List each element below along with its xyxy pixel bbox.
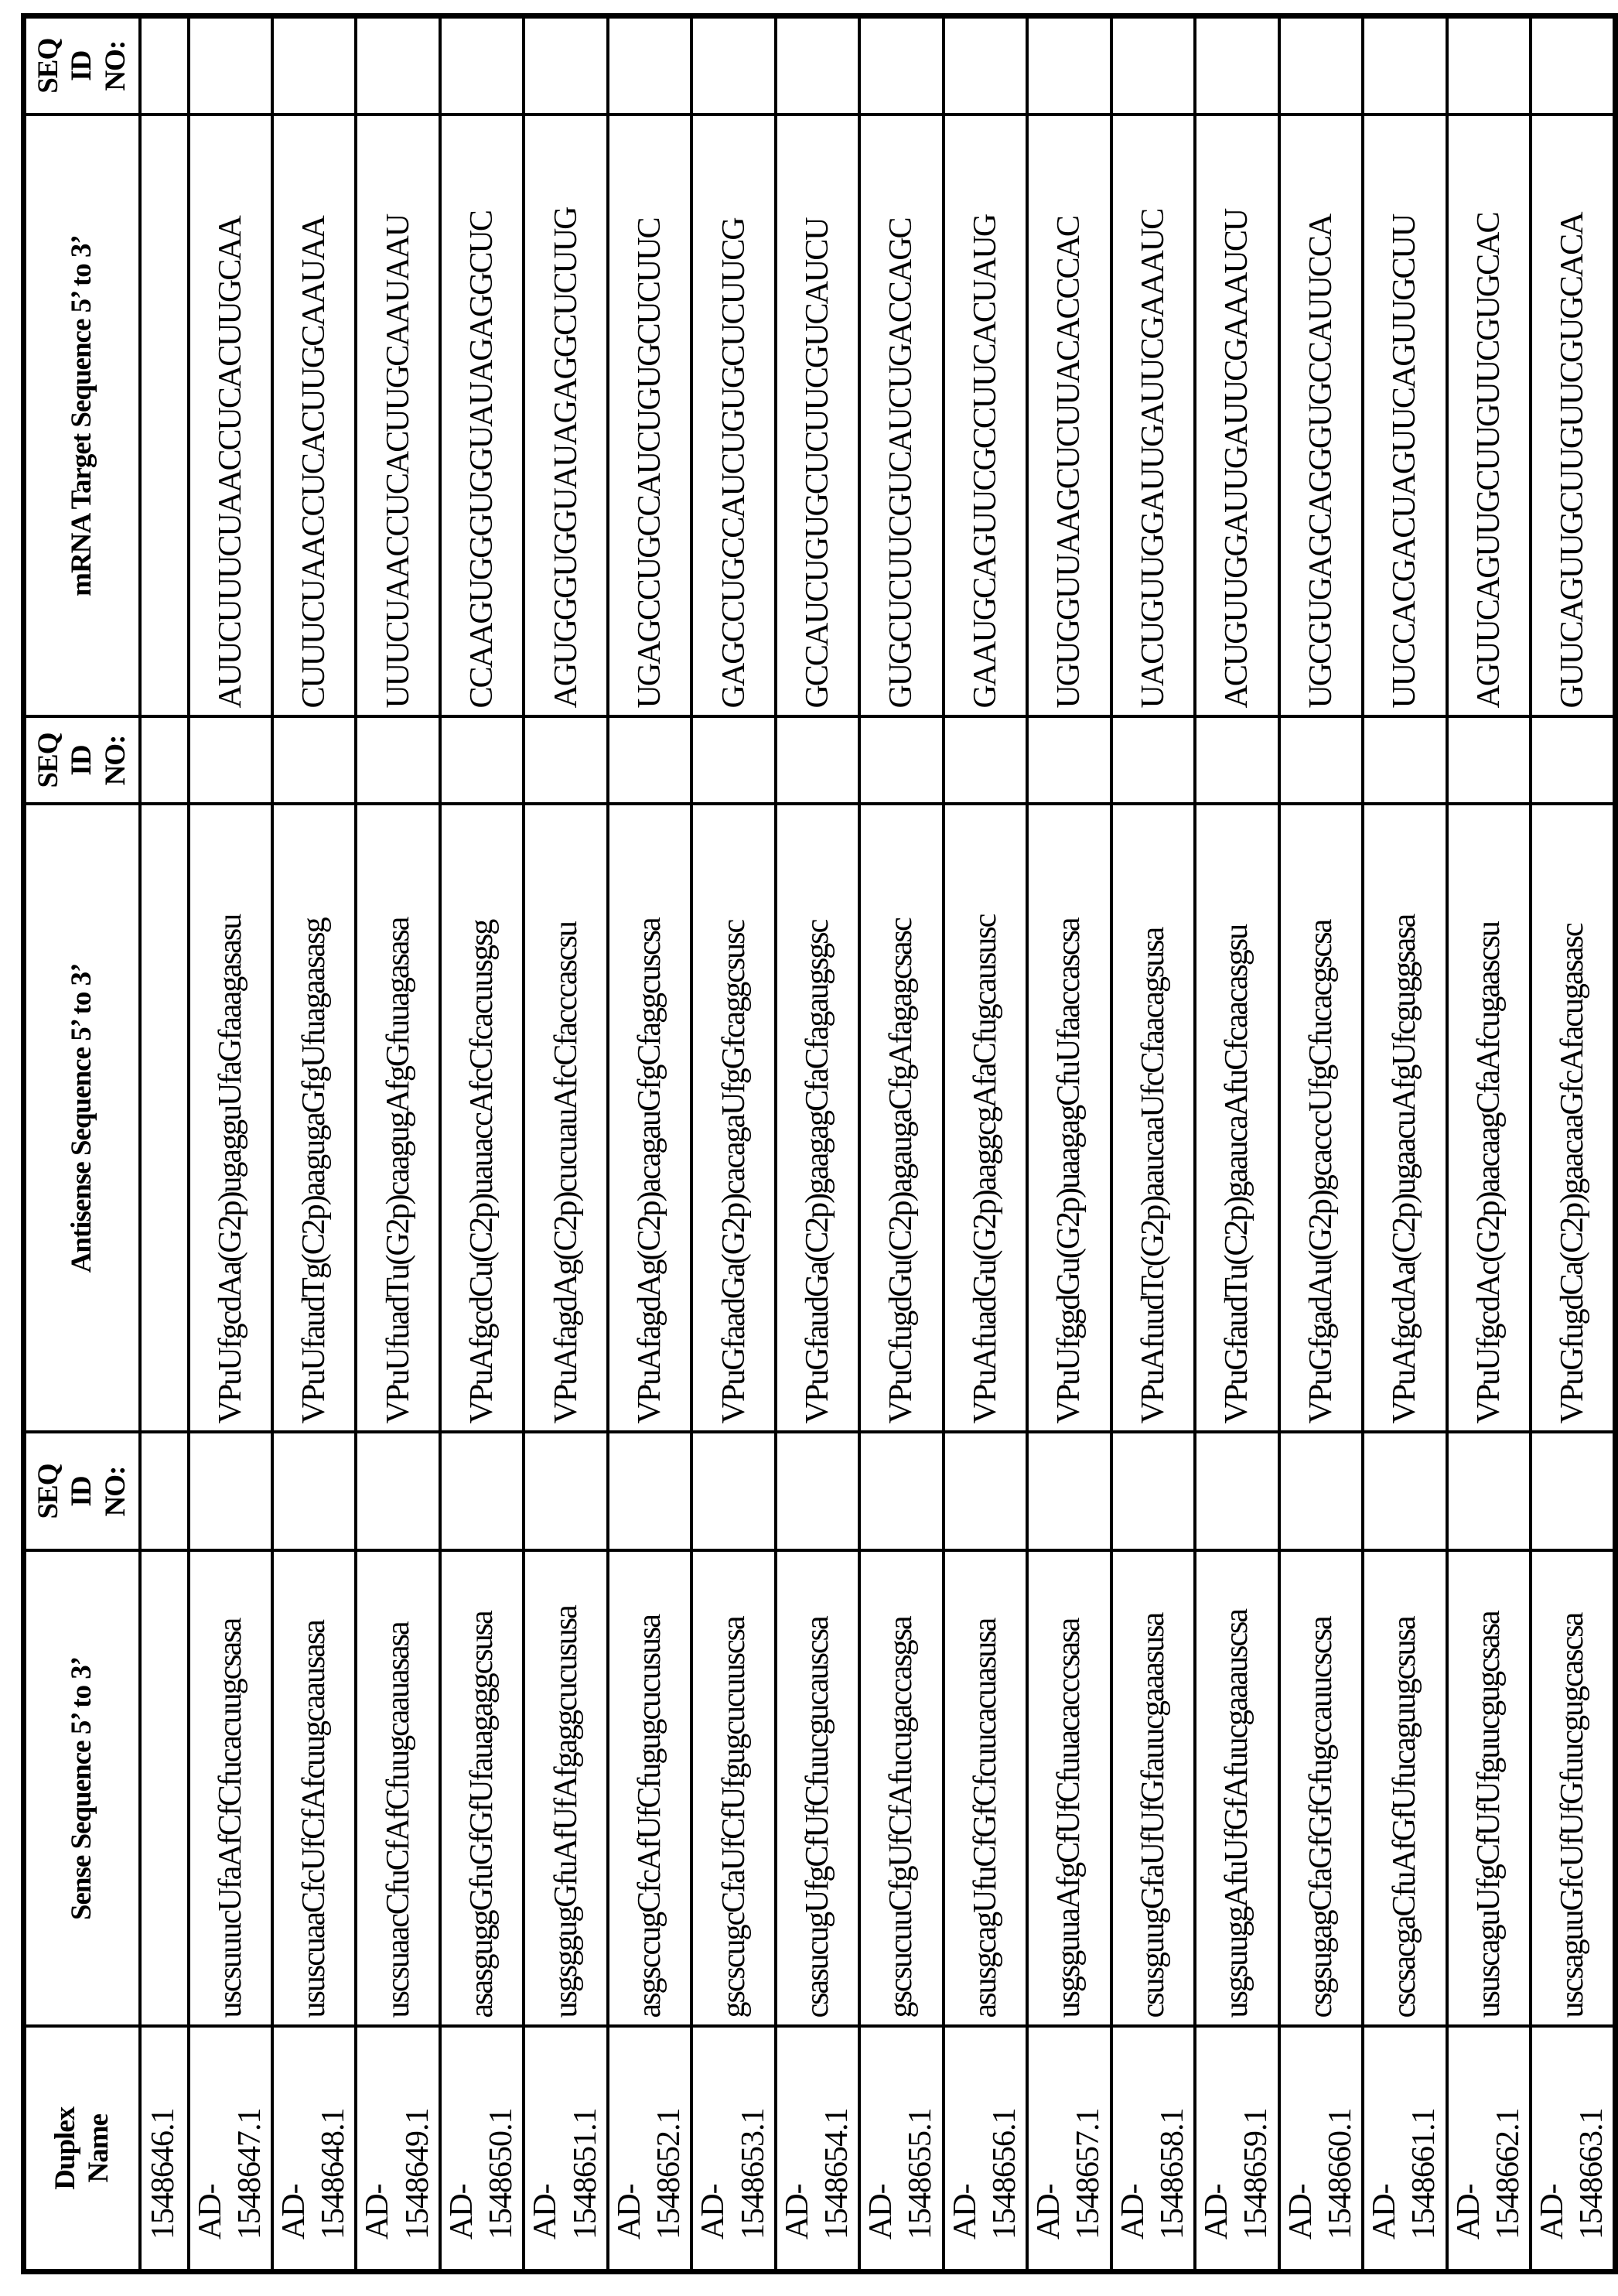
seq-id-cell <box>1531 717 1616 805</box>
table-row <box>1195 16 1278 2272</box>
table-row <box>1531 16 1616 2272</box>
seq-id-cell <box>272 1433 356 1551</box>
antisense-sequence-cell: VPuGfugdCa(C2p)gaacaaGfcAfacugasasc <box>1531 805 1616 1433</box>
duplex-name-cell: AD- 1548648.1 <box>272 2027 356 2272</box>
table-row <box>1363 16 1446 2272</box>
seq-id-cell <box>776 1433 859 1551</box>
header-sense-sequence: Sense Sequence 5’ to 3’ <box>24 1551 140 2027</box>
header-duplex-name: Duplex Name <box>24 2027 140 2272</box>
sense-sequence-cell: asusgcagUfuCfGfCfcuucacuasusa <box>944 1551 1027 2027</box>
duplex-name-cell: AD- 1548663.1 <box>1531 2027 1616 2272</box>
seq-id-cell <box>1195 717 1278 805</box>
seq-id-cell <box>691 717 775 805</box>
seq-id-cell <box>140 1433 189 1551</box>
antisense-sequence-cell: VPuAfagdAg(C2p)cucuauAfcCfacccascsu <box>524 805 607 1433</box>
seq-id-cell <box>524 16 607 115</box>
seq-id-cell <box>859 16 943 115</box>
seq-id-cell <box>1363 1433 1446 1551</box>
seq-id-cell <box>1363 717 1446 805</box>
sense-sequence-cell: gscscugcCfaUfCfUfgugcucuuscsa <box>691 1551 775 2027</box>
seq-id-cell <box>608 1433 691 1551</box>
sense-sequence-cell: cscsacgaCfuAfGfUfucaguugcsusa <box>1363 1551 1446 2027</box>
seq-id-cell <box>1027 717 1111 805</box>
seq-id-cell <box>944 16 1027 115</box>
antisense-sequence-cell: VPuUfgcdAc(G2p)aacaagCfaAfcugaascsu <box>1447 805 1531 1433</box>
seq-id-cell <box>140 717 189 805</box>
seq-id-cell <box>189 1433 272 1551</box>
duplex-name-cell: AD- 1548658.1 <box>1111 2027 1195 2272</box>
seq-id-cell <box>1279 16 1363 115</box>
antisense-sequence-cell: VPuAfgcdAa(C2p)ugaacuAfgUfcguggsasa <box>1363 805 1446 1433</box>
mrna-target-sequence-cell: AGUGGGUGGUAUAGAGGCUCUUG <box>524 115 607 717</box>
antisense-sequence-cell: VPuUfuadTu(G2p)caagugAfgGfuuagasasa <box>356 805 439 1433</box>
sense-sequence-cell: ususcaguUfgCfUfUfguucgugcsasa <box>1447 1551 1531 2027</box>
antisense-sequence-cell: VPuAfuadGu(G2p)aaggcgAfaCfugcaususc <box>944 805 1027 1433</box>
seq-id-cell <box>356 1433 439 1551</box>
seq-id-cell <box>608 717 691 805</box>
mrna-target-sequence-cell: GAAUGCAGUUCGCCUUCACUAUG <box>944 115 1027 717</box>
seq-id-cell <box>272 16 356 115</box>
table-row <box>272 16 356 2272</box>
seq-id-cell <box>776 16 859 115</box>
duplex-name-cell: AD- 1548660.1 <box>1279 2027 1363 2272</box>
table-row <box>1279 16 1363 2272</box>
sense-sequence-cell: gscsucuuCfgUfCfAfucugaccasgsa <box>859 1551 943 2027</box>
sense-sequence-cell: csasucugUfgCfUfCfuucgucauscsa <box>776 1551 859 2027</box>
duplex-name-cell: AD- 1548662.1 <box>1447 2027 1531 2272</box>
sense-sequence-cell: asasguggGfuGfGfUfauagaggcsusa <box>440 1551 524 2027</box>
duplex-name-cell: AD- 1548649.1 <box>356 2027 439 2272</box>
mrna-target-sequence-cell: ACUGUUGGAUUGAUUCGAAAUCU <box>1195 115 1278 717</box>
duplex-name-cell: AD- 1548661.1 <box>1363 2027 1446 2272</box>
mrna-target-sequence-cell: GUUCAGUUGCUUGUUCGUGCACA <box>1531 115 1616 717</box>
seq-id-cell <box>356 16 439 115</box>
antisense-sequence-cell: VPuAfuudTc(G2p)aaucaaUfcCfaacagsusa <box>1111 805 1195 1433</box>
table-row <box>859 16 943 2272</box>
table-row <box>776 16 859 2272</box>
mrna-target-sequence-cell: GCCAUCUGUGCUCUUCGUCAUCU <box>776 115 859 717</box>
seq-id-cell <box>1279 1433 1363 1551</box>
mrna-target-sequence-cell: UUUCUAACCUCACUUGCAAUAAU <box>356 115 439 717</box>
seq-id-cell <box>1279 717 1363 805</box>
sense-sequence-cell: usgsggugGfuAfUfAfgaggcucususa <box>524 1551 607 2027</box>
sirna-duplex-table <box>21 13 1618 2274</box>
seq-id-cell <box>1111 1433 1195 1551</box>
sense-sequence-cell: ususcuaaCfcUfCfAfcuugcaausasa <box>272 1551 356 2027</box>
sense-sequence-cell: usgsuuggAfuUfGfAfuucgaaauscsa <box>1195 1551 1278 2027</box>
seq-id-cell <box>524 717 607 805</box>
mrna-target-sequence-cell: UUCCACGACUAGUUCAGUUGCUU <box>1363 115 1446 717</box>
seq-id-cell <box>1447 16 1531 115</box>
seq-id-cell <box>944 1433 1027 1551</box>
seq-id-cell <box>859 1433 943 1551</box>
seq-id-cell <box>1447 717 1531 805</box>
table-row <box>944 16 1027 2272</box>
mrna-target-sequence-cell: UGCGUGAGCAGGGUGCCAUUCCA <box>1279 115 1363 717</box>
seq-id-cell <box>440 1433 524 1551</box>
seq-id-cell <box>1195 16 1278 115</box>
antisense-sequence-cell: VPuUfgcdAa(G2p)ugagguUfaGfaaagasasu <box>189 805 272 1433</box>
antisense-sequence-cell: VPuGfgadAu(G2p)gcacccUfgCfucacgscsa <box>1279 805 1363 1433</box>
seq-id-cell <box>859 717 943 805</box>
seq-id-cell <box>272 717 356 805</box>
antisense-sequence-cell: VPuUfaudTg(C2p)aagugaGfgUfuagaasasg <box>272 805 356 1433</box>
duplex-name-cell: AD- 1548650.1 <box>440 2027 524 2272</box>
seq-id-cell <box>691 16 775 115</box>
duplex-name-cell: AD- 1548651.1 <box>524 2027 607 2272</box>
mrna-target-sequence-cell: GAGCCUGCCAUCUGUGCUCUUCG <box>691 115 775 717</box>
seq-id-cell <box>440 717 524 805</box>
header-seq-id-no-2: SEQ ID NO: <box>24 717 140 805</box>
header-seq-id-no-3: SEQ ID NO: <box>24 16 140 115</box>
seq-id-cell <box>1531 16 1616 115</box>
table-row <box>440 16 524 2272</box>
seq-id-cell <box>1111 16 1195 115</box>
seq-id-cell <box>189 717 272 805</box>
seq-id-cell <box>1447 1433 1531 1551</box>
seq-id-cell <box>1027 1433 1111 1551</box>
antisense-sequence-cell: VPuAfagdAg(C2p)acagauGfgCfaggcuscsa <box>608 805 691 1433</box>
antisense-sequence-cell: VPuGfaudGa(C2p)gaagagCfaCfagaugsgsc <box>776 805 859 1433</box>
mrna-target-sequence-cell: AGUUCAGUUGCUUGUUCGUGCAC <box>1447 115 1531 717</box>
duplex-name-cell: AD- 1548654.1 <box>776 2027 859 2272</box>
mrna-target-sequence-cell: UGAGCCUGCCAUCUGUGCUCUUC <box>608 115 691 717</box>
antisense-sequence-cell: VPuGfaadGa(G2p)cacagaUfgGfcaggcsusc <box>691 805 775 1433</box>
seq-id-cell <box>1195 1433 1278 1551</box>
seq-id-cell <box>1531 1433 1616 1551</box>
header-mrna-target-sequence: mRNA Target Sequence 5’ to 3’ <box>24 115 140 717</box>
seq-id-cell <box>524 1433 607 1551</box>
mrna-target-sequence-cell: UGUGGUUAAGCUCUUACACCCAC <box>1027 115 1111 717</box>
seq-id-cell <box>1363 16 1446 115</box>
antisense-sequence-cell: VPuGfaudTu(C2p)gaaucaAfuCfcaacasgsu <box>1195 805 1278 1433</box>
duplex-name-cell: 1548646.1 <box>140 2027 189 2272</box>
seq-id-cell <box>189 16 272 115</box>
sense-sequence-cell: uscsuaacCfuCfAfCfuugcaauasasa <box>356 1551 439 2027</box>
duplex-name-cell: AD- 1548655.1 <box>859 2027 943 2272</box>
sense-sequence-cell: uscsaguuGfcUfUfGfuucgugcascsa <box>1531 1551 1616 2027</box>
header-row <box>24 16 140 2272</box>
mrna-target-sequence-cell: UACUGUUGGAUUGAUUCGAAAUC <box>1111 115 1195 717</box>
table-row <box>140 16 189 2272</box>
duplex-name-cell: AD- 1548656.1 <box>944 2027 1027 2272</box>
table-row <box>356 16 439 2272</box>
antisense-sequence-cell: VPuCfugdGu(C2p)agaugaCfgAfagagcsasc <box>859 805 943 1433</box>
antisense-sequence-cell: VPuAfgcdCu(C2p)uauaccAfcCfcacuusgsg <box>440 805 524 1433</box>
sense-sequence-cell: asgsccugCfcAfUfCfugugcucususa <box>608 1551 691 2027</box>
table-row <box>189 16 272 2272</box>
duplex-name-cell: AD- 1548653.1 <box>691 2027 775 2272</box>
sense-sequence-cell: csusguugGfaUfUfGfauucgaaasusa <box>1111 1551 1195 2027</box>
duplex-name-cell: AD- 1548659.1 <box>1195 2027 1278 2272</box>
mrna-target-sequence-cell: CUUUCUAACCUCACUUGCAAUAA <box>272 115 356 717</box>
sense-sequence-cell: usgsguuaAfgCfUfCfuuacacccsasa <box>1027 1551 1111 2027</box>
seq-id-cell <box>440 16 524 115</box>
seq-id-cell <box>944 717 1027 805</box>
duplex-name-cell: AD- 1548647.1 <box>189 2027 272 2272</box>
duplex-name-cell: AD- 1548652.1 <box>608 2027 691 2272</box>
table-row <box>1447 16 1531 2272</box>
sense-sequence-cell: csgsugagCfaGfGfGfugccauucscsa <box>1279 1551 1363 2027</box>
mrna-target-sequence-cell <box>140 115 189 717</box>
seq-id-cell <box>776 717 859 805</box>
seq-id-cell <box>608 16 691 115</box>
seq-id-cell <box>1111 717 1195 805</box>
table-row <box>1111 16 1195 2272</box>
sense-sequence-cell <box>140 1551 189 2027</box>
seq-id-cell <box>140 16 189 115</box>
table-row <box>1027 16 1111 2272</box>
table-row <box>691 16 775 2272</box>
sense-sequence-cell: uscsuuucUfaAfCfCfucacuugcsasa <box>189 1551 272 2027</box>
antisense-sequence-cell <box>140 805 189 1433</box>
header-seq-id-no-1: SEQ ID NO: <box>24 1433 140 1551</box>
seq-id-cell <box>691 1433 775 1551</box>
table-row <box>608 16 691 2272</box>
seq-id-cell <box>1027 16 1111 115</box>
seq-id-cell <box>356 717 439 805</box>
mrna-target-sequence-cell: GUGCUCUUCGUCAUCUGACCAGC <box>859 115 943 717</box>
mrna-target-sequence-cell: CCAAGUGGGUGGUAUAGAGGCUC <box>440 115 524 717</box>
duplex-name-cell: AD- 1548657.1 <box>1027 2027 1111 2272</box>
mrna-target-sequence-cell: AUUCUUUCUAACCUCACUUGCAA <box>189 115 272 717</box>
header-antisense-sequence: Antisense Sequence 5’ to 3’ <box>24 805 140 1433</box>
antisense-sequence-cell: VPuUfggdGu(G2p)uaagagCfuUfaaccascsa <box>1027 805 1111 1433</box>
table-row <box>524 16 607 2272</box>
